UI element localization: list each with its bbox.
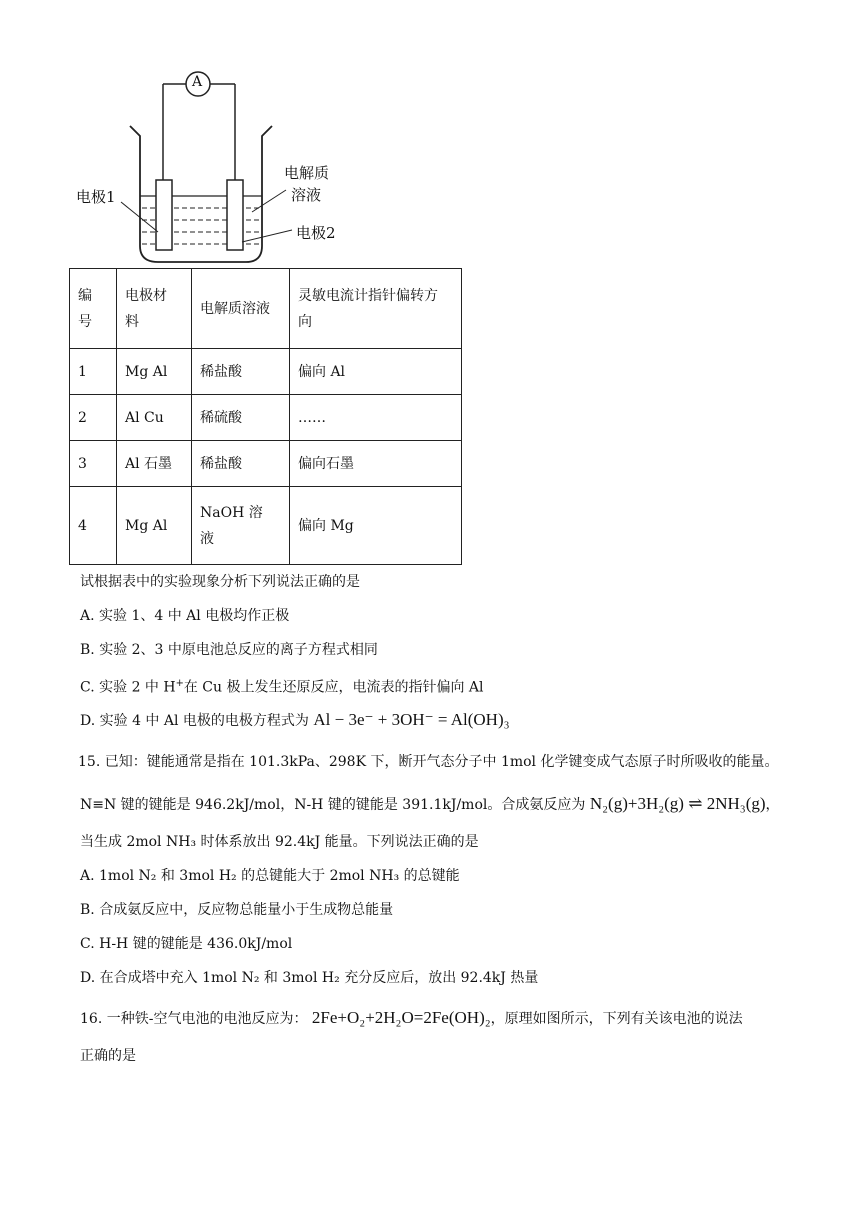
cell-solution: 稀盐酸: [192, 441, 290, 487]
q15-option-b: B. 合成氨反应中，反应物总能量小于生成物总能量: [80, 902, 394, 918]
cell-no: 2: [70, 395, 117, 441]
experiment-table: [69, 268, 462, 565]
header-solution: 电解质溶液: [192, 269, 290, 349]
cell-material: Mg Al: [117, 487, 192, 565]
q15-option-a: A. 1mol N₂ 和 3mol H₂ 的总键能大于 2mol NH₃ 的总键能: [80, 868, 460, 884]
q15-option-d: D. 在合成塔中充入 1mol N₂ 和 3mol H₂ 充分反应后，放出 92.4kJ 热量: [80, 970, 539, 986]
table-row: [70, 487, 462, 565]
q15-option-c: C. H-H 键的键能是 436.0kJ/mol: [80, 936, 293, 952]
header-deflection: 灵敏电流计指针偏转方 向: [290, 269, 462, 349]
q15-line-1: 15. 已知：键能通常是指在 101.3kPa、298K 下，断开气态分子中 1mol 化学键变成气态原子时所吸收的能量。: [78, 754, 779, 770]
cell-material: Mg Al: [117, 349, 192, 395]
cell-deflection: 偏向石墨: [290, 441, 462, 487]
q16-line-1: 16. 一种铁-空气电池的电池反应为： 2Fe+O₂+2H₂O=2Fe(OH)₂，原理如图所示，下列有关该电池的说法: [80, 1008, 743, 1027]
q15-equation: N₂(g)+3H₂(g) ⇌ 2NH₃(g): [589, 794, 766, 813]
ammeter-label: A: [192, 74, 203, 90]
galvanic-cell-diagram: [66, 62, 366, 272]
q14-d-equation: Al − 3e⁻ + 3OH⁻ = Al(OH)₃: [313, 710, 510, 729]
q14-option-d: D. 实验 4 中 Al 电极的电极方程式为 Al − 3e⁻ + 3OH⁻ = Al(OH)₃: [80, 710, 510, 729]
header-number: 编 号: [70, 269, 117, 349]
cell-deflection: 偏向 Al: [290, 349, 462, 395]
table-row: [70, 441, 462, 487]
cell-material: Al 石墨: [117, 441, 192, 487]
electrode-1: [156, 180, 172, 250]
electrode-2: [227, 180, 243, 250]
table-header-row: [70, 269, 462, 349]
q15-line-3: 当生成 2mol NH₃ 时体系放出 92.4kJ 能量。下列说法正确的是: [80, 834, 479, 850]
q14-option-b: B. 实验 2、3 中原电池总反应的离子方程式相同: [80, 642, 378, 658]
electrolyte-label-1: 电解质: [284, 164, 330, 182]
electrode1-label: 电极1: [76, 188, 116, 206]
cell-deflection: ……: [290, 395, 462, 441]
cell-solution: NaOH 溶 液: [192, 487, 290, 565]
q16-line-2: 正确的是: [80, 1048, 136, 1064]
cell-no: 1: [70, 349, 117, 395]
q14-stem: 试根据表中的实验现象分析下列说法正确的是: [80, 574, 360, 590]
cell-solution: 稀盐酸: [192, 349, 290, 395]
cell-material: Al Cu: [117, 395, 192, 441]
table-row: [70, 349, 462, 395]
q15-line-2: N≡N 键的键能是 946.2kJ/mol，N-H 键的键能是 391.1kJ/mol。合成氨反应为 N₂(g)+3H₂(g) ⇌ 2NH₃(g)，: [80, 794, 780, 813]
header-material: 电极材 料: [117, 269, 192, 349]
electrolyte-label-2: 溶液: [291, 186, 322, 204]
cell-deflection: 偏向 Mg: [290, 487, 462, 565]
q14-option-a: A. 实验 1、4 中 Al 电极均作正极: [80, 608, 290, 624]
table-row: [70, 395, 462, 441]
q16-equation: 2Fe+O₂+2H₂O=2Fe(OH)₂: [311, 1008, 491, 1027]
cell-solution: 稀硫酸: [192, 395, 290, 441]
electrode2-label: 电极2: [296, 224, 336, 242]
cell-no: 3: [70, 441, 117, 487]
q14-option-c: C. 实验 2 中 H+在 Cu 极上发生还原反应，电流表的指针偏向 Al: [80, 678, 484, 696]
cell-no: 4: [70, 487, 117, 565]
